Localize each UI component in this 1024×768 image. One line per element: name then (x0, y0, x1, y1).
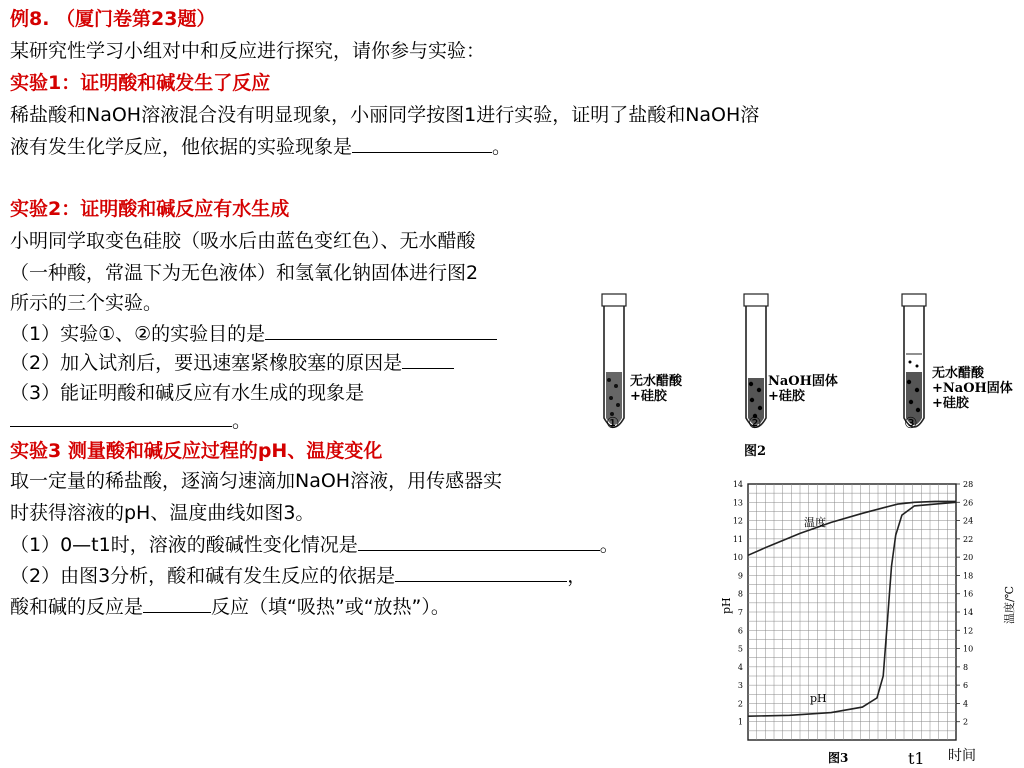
tube-1-label-line1: 无水醋酸 (630, 374, 683, 389)
answer-blank[interactable] (402, 350, 454, 369)
exp3-q1 (10, 532, 619, 558)
left-tick-label: 14 (732, 480, 743, 489)
exp3-text-2: 时获得溶液的pH、温度曲线如图3。 (10, 502, 315, 524)
exp3-q3 (10, 594, 450, 620)
intro-text: 某研究性学习小组对中和反应进行探究，请你参与实验： (10, 40, 486, 62)
answer-blank[interactable] (395, 563, 567, 582)
right-tick-label: 2 (963, 717, 969, 727)
exp3-text-1: 取一定量的稀盐酸，逐滴匀速滴加NaOH溶液，用传感器实 (10, 470, 503, 492)
figure-2-caption: 图2 (744, 444, 767, 459)
right-tick-label: 10 (963, 644, 974, 654)
exp2-q2-text: （2）加入试剂后，要迅速塞紧橡胶塞的原因是 (10, 352, 403, 374)
right-tick-label: 26 (963, 498, 974, 508)
right-tick-label: 18 (963, 571, 974, 581)
exp2-q1 (10, 321, 497, 347)
tube-1-label-line2: +硅胶 (630, 389, 667, 404)
right-tick-label: 8 (963, 662, 969, 672)
left-tick-label: 3 (737, 681, 743, 691)
answer-blank[interactable] (358, 532, 600, 551)
left-tick-label: 4 (737, 662, 743, 672)
left-tick-label: 9 (737, 571, 743, 581)
answer-blank[interactable] (10, 408, 232, 427)
test-tube-2 (732, 290, 792, 440)
punct: 。 (232, 410, 252, 432)
exp1-heading: 实验1：证明酸和碱发生了反应 (10, 72, 271, 94)
left-axis-ticks (733, 480, 743, 727)
left-tick-label: 6 (737, 626, 743, 636)
right-tick-label: 16 (963, 589, 974, 599)
x-tick-t1: t1 (908, 749, 925, 768)
left-tick-label: 5 (737, 644, 743, 654)
chart-grid (748, 484, 956, 740)
answer-blank[interactable] (265, 321, 497, 340)
tube-2-label (768, 374, 838, 404)
figure-3-caption: 图3 (828, 751, 849, 765)
tube-3-label (932, 366, 1013, 411)
exp2-q1-text: （1）实验①、②的实验目的是 (10, 323, 266, 345)
left-tick-label: 12 (732, 516, 743, 526)
exp3-heading: 实验3 测量酸和碱反应过程的pH、温度变化 (10, 440, 383, 462)
exp3-q3-text: 酸和碱的反应是 (10, 596, 144, 618)
left-axis-label: pH (720, 597, 733, 614)
tube-3-label-line1: 无水醋酸 (932, 366, 985, 381)
right-tick-label: 4 (963, 699, 969, 709)
exp1-text: 稀盐酸和NaOH溶液混合没有明显现象，小丽同学按图1进行实验，证明了盐酸和NaOH溶 (10, 104, 760, 126)
exp3-q3-tail: 反应（填“吸热”或“放热”）。 (211, 596, 450, 618)
punct: ， (567, 565, 587, 587)
figure-3-chart (720, 474, 1020, 768)
tube-1-label (630, 374, 682, 404)
series-label-ph: pH (810, 692, 827, 705)
test-tube-3 (890, 290, 950, 440)
tube-2-label-line1: NaOH固体 (768, 374, 838, 389)
right-tick-label: 6 (963, 681, 969, 691)
left-tick-label: 2 (737, 699, 743, 709)
exp2-heading: 实验2：证明酸和碱反应有水生成 (10, 198, 290, 220)
right-axis-ticks (956, 480, 973, 727)
punct: 。 (599, 534, 619, 556)
exp2-text-1: 小明同学取变色硅胶（吸水后由蓝色变红色）、无水醋酸 (10, 230, 476, 252)
answer-blank[interactable] (352, 134, 492, 153)
left-tick-label: 11 (732, 534, 743, 544)
exp3-q2-text: （2）由图3分析，酸和碱有发生反应的依据是 (10, 565, 396, 587)
right-tick-label: 28 (963, 480, 974, 489)
exp2-text-2: （一种酸，常温下为无色液体）和氢氧化钠固体进行图2 (10, 262, 479, 284)
right-tick-label: 14 (963, 608, 974, 617)
left-tick-label: 10 (732, 553, 743, 563)
exp3-q2 (10, 563, 586, 589)
right-tick-label: 12 (963, 626, 974, 636)
punct: 。 (492, 136, 512, 158)
left-tick-label: 13 (732, 498, 743, 508)
exp3-q1-text: （1）0—t1时，溶液的酸碱性变化情况是 (10, 534, 358, 556)
right-tick-label: 22 (963, 534, 974, 544)
left-tick-label: 7 (737, 608, 743, 617)
answer-blank[interactable] (143, 594, 211, 613)
tube-2-label-line2: +硅胶 (768, 389, 805, 404)
tube-3-label-line2: +NaOH固体 (932, 381, 1013, 396)
exp2-q3: （3）能证明酸和碱反应有水生成的现象是 (10, 382, 365, 404)
exp2-text-3: 所示的三个实验。 (10, 292, 163, 314)
exp2-q3-answer (10, 408, 251, 434)
right-axis-label: 温度/℃ (1003, 585, 1016, 624)
right-tick-label: 20 (963, 553, 974, 563)
exp1-question-text: 液有发生化学反应，他依据的实验现象是 (10, 136, 353, 158)
tube-3-label-line3: +硅胶 (932, 396, 969, 411)
tube-number-3: ③ (904, 414, 918, 432)
left-tick-label: 8 (737, 589, 743, 599)
exp2-q2 (10, 350, 454, 376)
example-title: 例8. （厦门卷第23题） (10, 8, 216, 30)
series-label-temperature: 温度 (804, 516, 826, 529)
left-tick-label: 1 (737, 717, 743, 727)
exp1-question (10, 134, 511, 160)
right-tick-label: 24 (963, 516, 974, 526)
tube-number-1: ① (606, 414, 620, 432)
tube-number-2: ② (748, 414, 762, 432)
x-axis-label: 时间 (948, 748, 976, 764)
